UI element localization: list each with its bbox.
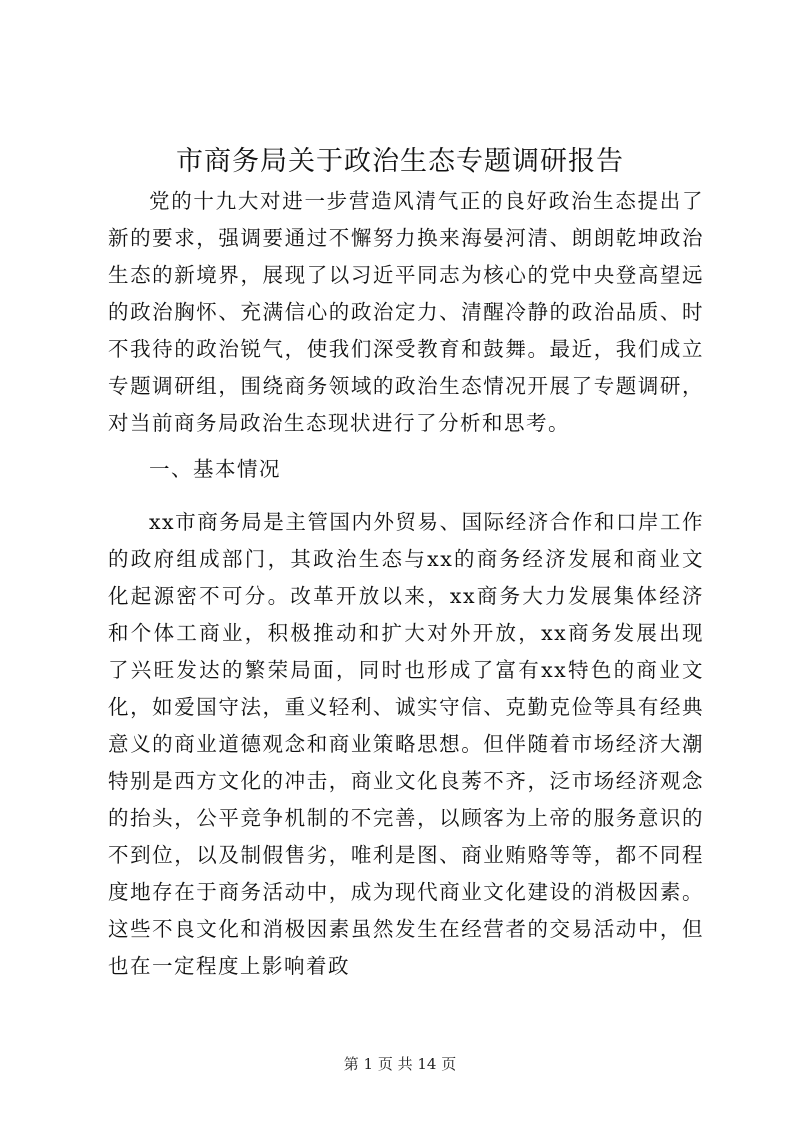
document-body [108,183,704,985]
basic-situation-paragraph: xx市商务局是主管国内外贸易、国际经济合作和口岸工作的政府组成部门，其政治生态与xx的商务经济发展和商业文化起源密不可分。改革开放以来，xx商务大力发展集体经济和个体工商业，积极推动和扩大对外开放，xx商务发展出现了兴旺发达的繁荣局面，同时也形成了富有xx特色的商业文化，如爱国守法，重义轻利、诚实守信、克勤克俭等具有经典意义的商业道德观念和商业策略思想。但伴随着市场经济大潮特别是西方文化的冲击，商业文化良莠不齐，泛市场经济观念的抬头，公平竞争机制的不完善，以顾客为上帝的服务意识的不到位，以及制假售劣，唯利是图、商业贿赂等等，都不同程度地存在于商务活动中，成为现代商业文化建设的消极因素。这些不良文化和消极因素虽然发生在经营者的交易活动中，但也在一定程度上影响着政 [108,510,704,978]
paragraph-spacer [108,442,704,451]
intro-paragraph: 党的十九大对进一步营造风清气正的良好政治生态提出了新的要求，强调要通过不懈努力换来海晏河清、朗朗乾坤政治生态的新境界，展现了以习近平同志为核心的党中央登高望远的政治胸怀、充满信心的政治定力、清醒冷静的政治品质、时不我待的政治锐气，使我们深受教育和鼓舞。最近，我们成立专题调研组，围绕商务领域的政治生态情况开展了专题调研，对当前商务局政治生态现状进行了分析和思考。 [108,189,704,435]
section-heading-basic-situation: 一、基本情况 [149,457,281,481]
page-footer: 第 1 页 共 14 页 [343,1055,457,1073]
document-title: 市商务局关于政治生态专题调研报告 [176,146,624,177]
